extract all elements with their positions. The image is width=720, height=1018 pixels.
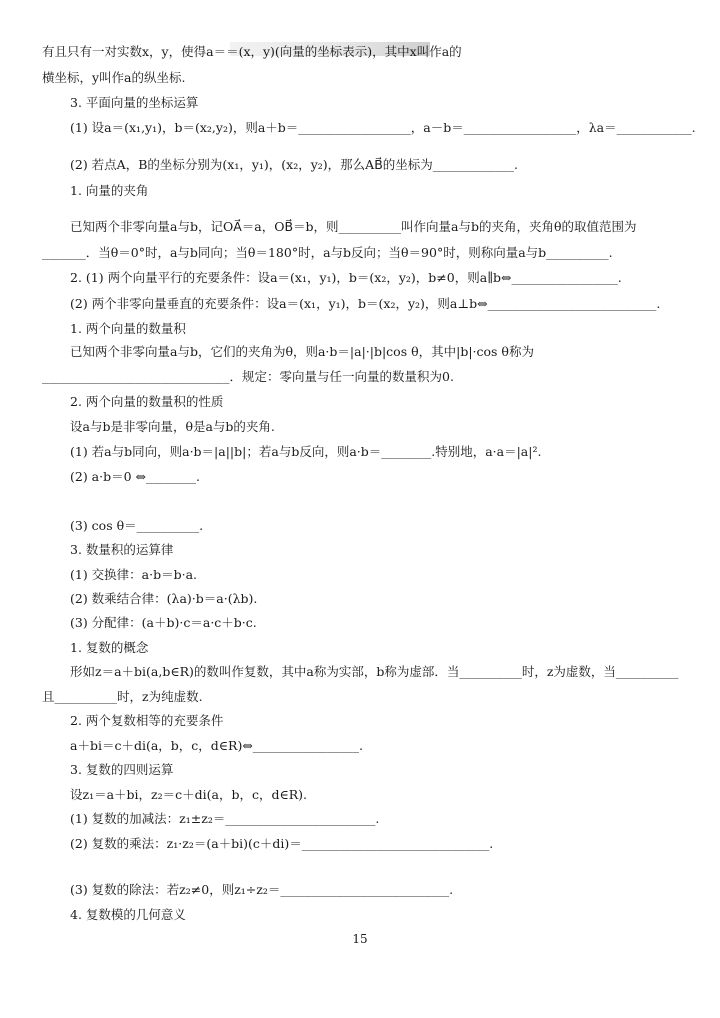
text-line: 设a与b是非零向量，θ是a与b的夹角. xyxy=(70,419,275,434)
page-number: 15 xyxy=(352,932,368,946)
section-heading: 1. 复数的概念 xyxy=(70,640,149,655)
text-line: (2) 两个非零向量垂直的充要条件：设a＝(x₁，y₁)，b＝(x₂，y₂)，则a⊥b⇔___________________________. xyxy=(70,296,661,311)
text-line: (1) 若a与b同向，则a·b＝|a||b|；若a与b反向，则a·b＝________.特别地，a·a＝|a|². xyxy=(70,444,542,459)
text-line: (1) 交换律：a·b＝b·a. xyxy=(70,567,198,582)
text-line: (1) 设a＝(x₁,y₁)，b＝(x₂,y₂)，则a＋b＝__________________，a－b＝__________________，λa＝____________. xyxy=(70,120,696,135)
section-heading: 2. 两个向量的数量积的性质 xyxy=(70,394,224,409)
text-line: 设z₁＝a＋bi，z₂＝c＋di(a，b，c，d∈R). xyxy=(70,787,307,802)
text-line: 已知两个非零向量a与b，记OA⃗＝a，OB⃗＝b，则__________叫作向量a与b的夹角，夹角θ的取值范围为 xyxy=(70,219,637,234)
section-heading: 3. 平面向量的坐标运算 xyxy=(70,95,199,110)
text-line: 2. (1) 两个向量平行的充要条件：设a＝(x₁，y₁)，b＝(x₂，y₂)，b≠0，则a∥b⇔_________________. xyxy=(70,270,622,285)
text-line: (2) a·b＝0 ⇔________. xyxy=(70,469,200,484)
text-line: (1) 复数的加减法：z₁±z₂＝________________________. xyxy=(70,811,380,826)
text-line: ______________________________．规定：零向量与任一向量的数量积为0. xyxy=(42,369,454,384)
section-heading: 1. 两个向量的数量积 xyxy=(70,321,186,336)
section-heading: 4. 复数模的几何意义 xyxy=(70,907,186,922)
text-line: (2) 数乘结合律：(λa)·b＝a·(λb). xyxy=(70,591,258,606)
text-line: (3) 复数的除法：若z₂≠0，则z₁÷z₂＝___________________________. xyxy=(70,882,454,897)
text-line: _______．当θ＝0°时，a与b同向；当θ＝180°时，a与b反向；当θ＝90°时，则称向量a与b__________. xyxy=(42,245,613,260)
text-line: (2) 复数的乘法：z₁·z₂＝(a＋bi)(c＋di)＝______________________________. xyxy=(70,836,494,851)
section-heading: 2. 两个复数相等的充要条件 xyxy=(70,713,224,728)
text-line: 横坐标，y叫作a的纵坐标. xyxy=(42,70,186,85)
text-line: 有且只有一对实数x，y，使得a＝＝(x，y)(向量的坐标表示)，其中x叫作a的 xyxy=(42,44,462,59)
section-heading: 1. 向量的夹角 xyxy=(70,183,149,198)
text-line: (3) 分配律：(a＋b)·c＝a·c＋b·c. xyxy=(70,615,257,630)
section-heading: 3. 复数的四则运算 xyxy=(70,762,174,777)
text-line: (3) cos θ＝__________. xyxy=(70,518,204,533)
text-line: 已知两个非零向量a与b，它们的夹角为θ，则a·b＝|a|·|b|cos θ，其中|b|·cos θ称为 xyxy=(70,344,534,359)
text-line: 形如z＝a＋bi(a,b∈R)的数叫作复数，其中a称为实部，b称为虚部．当__________时，z为虚数，当__________ xyxy=(70,664,679,679)
text-line: (2) 若点A，B的坐标分别为(x₁，y₁)，(x₂，y₂)，那么AB⃗的坐标为_____________. xyxy=(70,157,518,172)
text-line: 且__________时，z为纯虚数. xyxy=(42,689,203,704)
section-heading: 3. 数量积的运算律 xyxy=(70,542,174,557)
text-line: a＋bi＝c＋di(a，b，c，d∈R)⇔_________________. xyxy=(70,738,364,753)
